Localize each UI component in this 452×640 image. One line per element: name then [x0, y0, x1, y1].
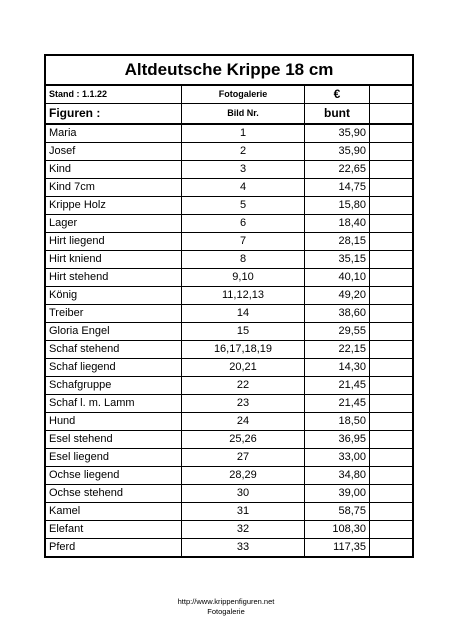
figure-name: Kind 7cm: [46, 179, 182, 197]
column-header-picture: Bild Nr.: [182, 104, 305, 125]
price-value: 108,30: [305, 521, 370, 539]
picture-number: 5: [182, 197, 305, 215]
figure-name: Schaf stehend: [46, 341, 182, 359]
table-row: [46, 287, 412, 305]
empty-cell: [370, 305, 413, 323]
picture-number: 27: [182, 449, 305, 467]
empty-cell: [370, 269, 413, 287]
header-row: [46, 104, 412, 125]
currency-symbol: €: [305, 86, 370, 104]
column-header-price: bunt: [305, 104, 370, 125]
stand-date: Stand : 1.1.22: [46, 86, 182, 104]
price-value: 14,30: [305, 359, 370, 377]
price-value: 18,40: [305, 215, 370, 233]
picture-number: 32: [182, 521, 305, 539]
figure-name: König: [46, 287, 182, 305]
picture-number: 8: [182, 251, 305, 269]
table-row: [46, 539, 412, 557]
footer-label: Fotogalerie: [207, 607, 245, 616]
table-row: [46, 323, 412, 341]
empty-cell: [370, 395, 413, 413]
footer-url: http://www.krippenfiguren.net: [177, 597, 275, 606]
price-value: 117,35: [305, 539, 370, 557]
empty-cell: [370, 86, 413, 104]
picture-number: 3: [182, 161, 305, 179]
price-value: 15,80: [305, 197, 370, 215]
picture-number: 23: [182, 395, 305, 413]
figure-name: Esel stehend: [46, 431, 182, 449]
picture-number: 6: [182, 215, 305, 233]
table-row: [46, 305, 412, 323]
picture-number: 7: [182, 233, 305, 251]
table-row: [46, 521, 412, 539]
picture-number: 9,10: [182, 269, 305, 287]
price-value: 36,95: [305, 431, 370, 449]
empty-cell: [370, 251, 413, 269]
price-value: 49,20: [305, 287, 370, 305]
price-value: 35,15: [305, 251, 370, 269]
picture-number: 28,29: [182, 467, 305, 485]
figure-name: Schafgruppe: [46, 377, 182, 395]
figure-name: Hirt kniend: [46, 251, 182, 269]
empty-cell: [370, 467, 413, 485]
table-row: [46, 341, 412, 359]
gallery-label: Fotogalerie: [182, 86, 305, 104]
figure-name: Gloria Engel: [46, 323, 182, 341]
picture-number: 15: [182, 323, 305, 341]
figure-name: Elefant: [46, 521, 182, 539]
figure-name: Esel liegend: [46, 449, 182, 467]
price-value: 18,50: [305, 413, 370, 431]
empty-cell: [370, 341, 413, 359]
table-row: [46, 449, 412, 467]
figure-name: Hund: [46, 413, 182, 431]
picture-number: 1: [182, 124, 305, 143]
table-row: [46, 179, 412, 197]
table-row: [46, 197, 412, 215]
table-row: [46, 215, 412, 233]
table-row: [46, 143, 412, 161]
picture-number: 20,21: [182, 359, 305, 377]
empty-cell: [370, 431, 413, 449]
picture-number: 30: [182, 485, 305, 503]
empty-cell: [370, 179, 413, 197]
table-row: [46, 161, 412, 179]
price-list-sheet: [44, 54, 414, 558]
empty-cell: [370, 323, 413, 341]
price-value: 21,45: [305, 377, 370, 395]
picture-number: 2: [182, 143, 305, 161]
figure-name: Pferd: [46, 539, 182, 557]
figure-name: Schaf liegend: [46, 359, 182, 377]
table-row: [46, 485, 412, 503]
empty-cell: [370, 503, 413, 521]
figure-name: Kind: [46, 161, 182, 179]
figure-name: Ochse liegend: [46, 467, 182, 485]
empty-cell: [370, 539, 413, 557]
picture-number: 14: [182, 305, 305, 323]
figure-name: Hirt liegend: [46, 233, 182, 251]
price-value: 33,00: [305, 449, 370, 467]
figure-name: Josef: [46, 143, 182, 161]
price-value: 40,10: [305, 269, 370, 287]
empty-cell: [370, 215, 413, 233]
table-row: [46, 467, 412, 485]
table-row: [46, 359, 412, 377]
figure-name: Ochse stehend: [46, 485, 182, 503]
table-row: [46, 269, 412, 287]
column-header-figures: Figuren :: [46, 104, 182, 125]
picture-number: 31: [182, 503, 305, 521]
price-value: 29,55: [305, 323, 370, 341]
table-row: [46, 124, 412, 143]
figure-name: Treiber: [46, 305, 182, 323]
table-row: [46, 251, 412, 269]
figure-name: Maria: [46, 124, 182, 143]
picture-number: 22: [182, 377, 305, 395]
table-row: [46, 431, 412, 449]
picture-number: 16,17,18,19: [182, 341, 305, 359]
page-title: Altdeutsche Krippe 18 cm: [46, 56, 412, 86]
price-value: 35,90: [305, 143, 370, 161]
empty-cell: [370, 449, 413, 467]
empty-cell: [370, 161, 413, 179]
empty-cell: [370, 413, 413, 431]
price-value: 22,15: [305, 341, 370, 359]
price-value: 58,75: [305, 503, 370, 521]
table-row: [46, 377, 412, 395]
price-table: [46, 86, 412, 556]
empty-cell: [370, 104, 413, 125]
price-value: 34,80: [305, 467, 370, 485]
meta-row: [46, 86, 412, 104]
price-value: 35,90: [305, 124, 370, 143]
price-value: 38,60: [305, 305, 370, 323]
picture-number: 24: [182, 413, 305, 431]
price-value: 39,00: [305, 485, 370, 503]
picture-number: 4: [182, 179, 305, 197]
table-row: [46, 413, 412, 431]
table-row: [46, 395, 412, 413]
picture-number: 33: [182, 539, 305, 557]
empty-cell: [370, 359, 413, 377]
figure-name: Krippe Holz: [46, 197, 182, 215]
empty-cell: [370, 233, 413, 251]
price-value: 14,75: [305, 179, 370, 197]
empty-cell: [370, 485, 413, 503]
figure-name: Schaf l. m. Lamm: [46, 395, 182, 413]
figure-name: Hirt stehend: [46, 269, 182, 287]
figure-name: Kamel: [46, 503, 182, 521]
picture-number: 25,26: [182, 431, 305, 449]
table-row: [46, 233, 412, 251]
picture-number: 11,12,13: [182, 287, 305, 305]
empty-cell: [370, 521, 413, 539]
price-value: 22,65: [305, 161, 370, 179]
figure-name: Lager: [46, 215, 182, 233]
empty-cell: [370, 124, 413, 143]
empty-cell: [370, 287, 413, 305]
empty-cell: [370, 143, 413, 161]
price-value: 21,45: [305, 395, 370, 413]
empty-cell: [370, 197, 413, 215]
table-row: [46, 503, 412, 521]
empty-cell: [370, 377, 413, 395]
price-value: 28,15: [305, 233, 370, 251]
page-footer: [0, 597, 452, 617]
